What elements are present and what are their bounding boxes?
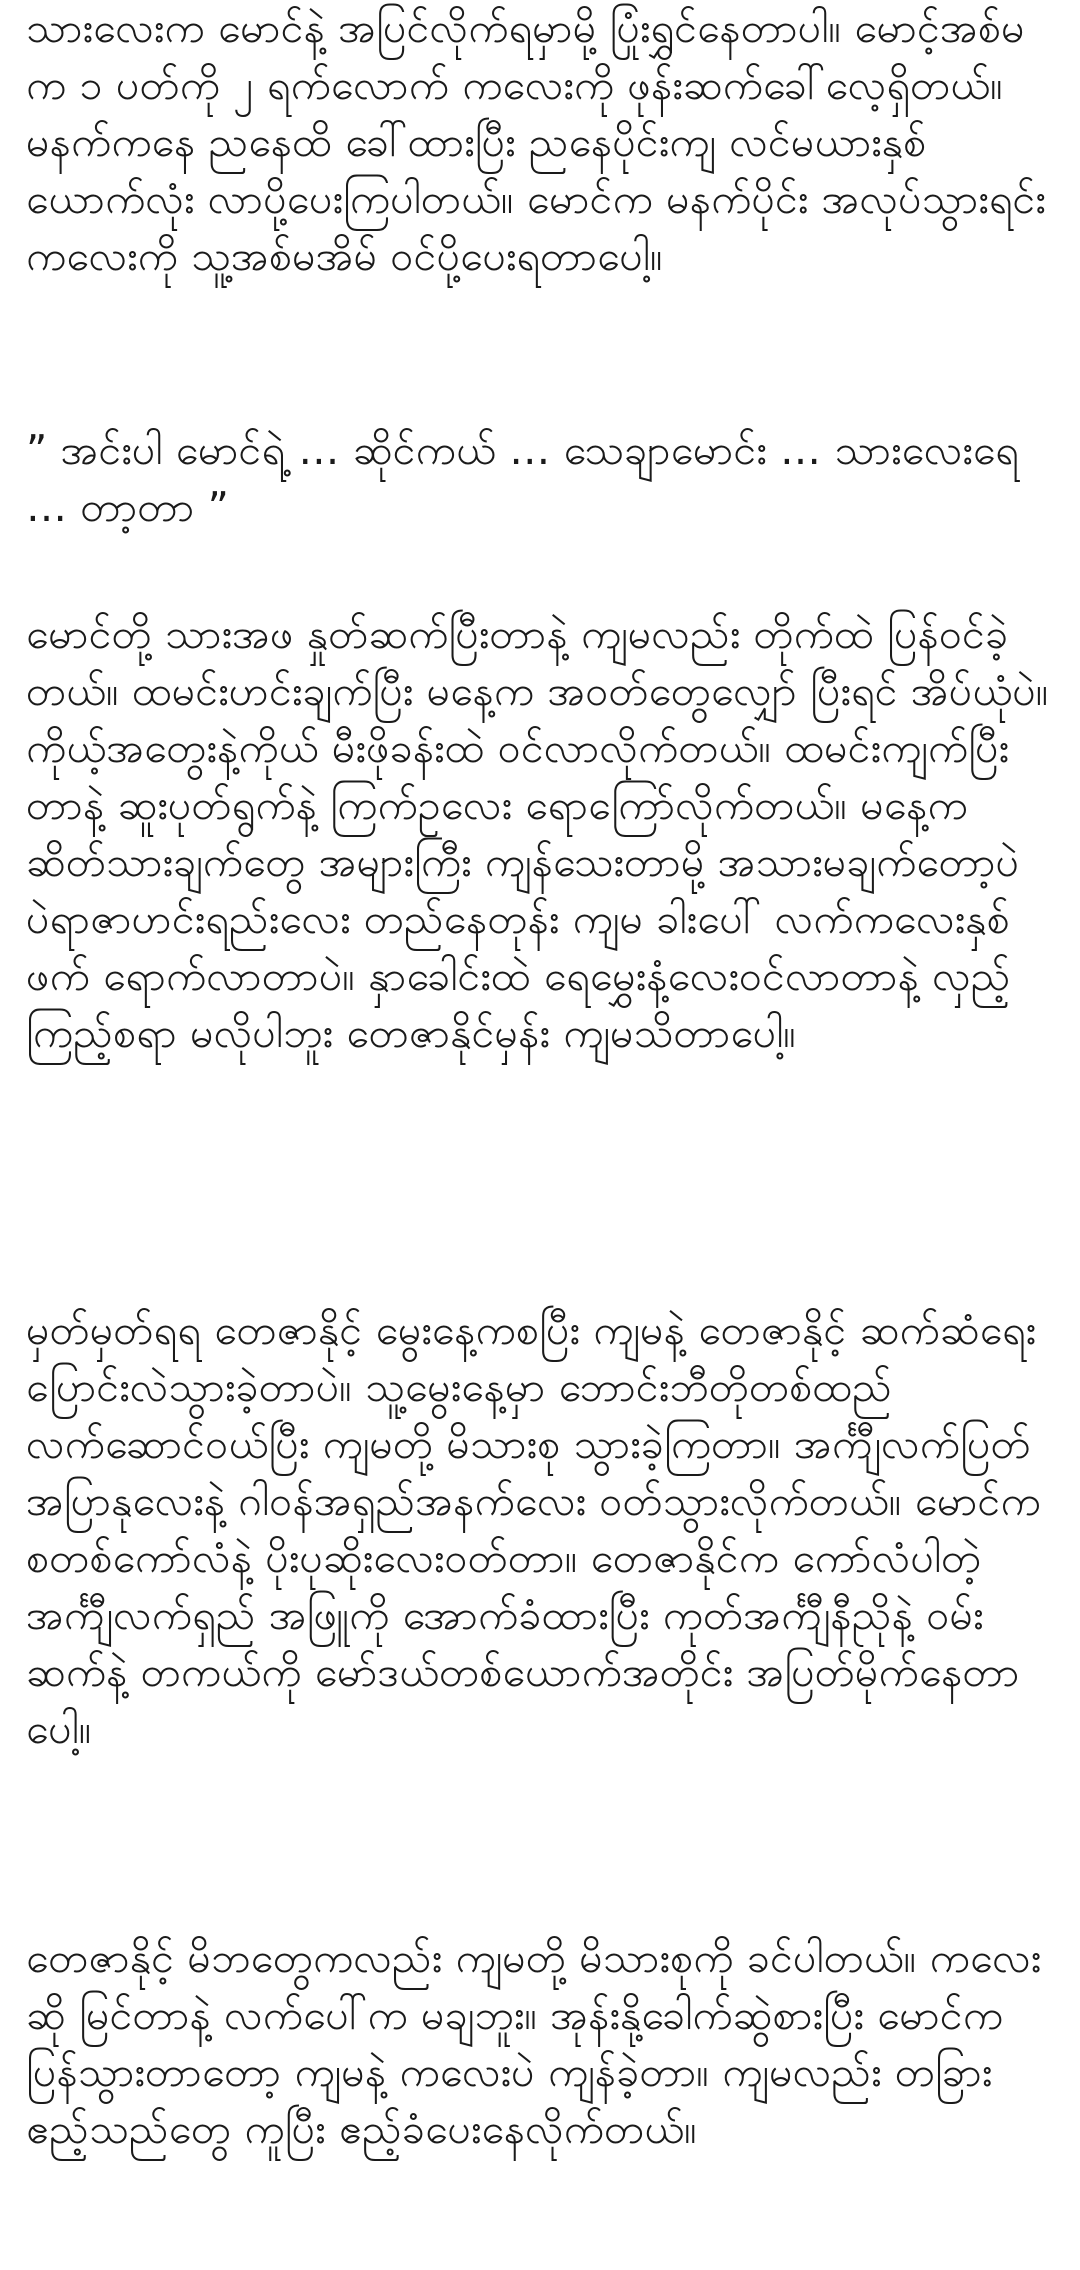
story-paragraph-4: မှတ်မှတ်ရရ တေဇာနိုင့် မွေးနေ့ကစပြီး ကျမနဲ့ တေဇာနိုင့် ဆက်ဆံရေး ပြောင်းလဲသွားခဲ့တာပဲ။ သူ့မွေးနေ့မှာ ဘောင်းဘီတိုတစ်ထည် လက်ဆောင်ဝယ်ပြီး ကျမတို့ မိသားစု သွားခဲ့ကြတာ။ အင်္ကျီလက်ပြတ်အပြာနုလေးနဲ့ ဂါဝန်အရှည်အနက်လေး ဝတ်သွားလိုက်တယ်။ မောင်က စတစ်ကော်လံနဲ့ ပိုးပုဆိုးလေးဝတ်တာ။ တေဇာနိုင်က ကော်လံပါတဲ့ အင်္ကျီလက်ရှည် အဖြူကို အောက်ခံထားပြီး ကုတ်အင်္ကျီနီညိုနဲ့ ဝမ်းဆက်နဲ့ တကယ်ကို မော်ဒယ်တစ်ယောက်အတိုင်း အပြတ်မိုက်နေတာပေါ့။	[26, 1306, 1041, 1753]
story-paragraph-1: သားလေးက မောင်နဲ့ အပြင်လိုက်ရမှာမို့ ပြုံးရွှင်နေတာပါ။ မောင့်အစ်မက ၁ ပတ်ကို ၂ ရက်လောက် ကလေးကို ဖုန်းဆက်ခေါ်လေ့ရှိတယ်။ မနက်ကနေ ညနေထိ ခေါ်ထားပြီး ညနေပိုင်းကျ လင်မယားနှစ်ယောက်လုံး လာပို့ပေးကြပါတယ်။ မောင်က မနက်ပိုင်း အလုပ်သွားရင်း ကလေးကို သူ့အစ်မအိမ် ဝင်ပို့ပေးရတာပေါ့။	[26, 4, 1046, 280]
story-paragraph-5: တေဇာနိုင့် မိဘတွေကလည်း ကျမတို့ မိသားစုကို ခင်ပါတယ်။ ကလေးဆို မြင်တာနဲ့ လက်ပေါ်က မချဘူး။ အုန်းနို့ခေါက်ဆွဲစားပြီး မောင်က ပြန်သွားတာတော့ ကျမနဲ့ ကလေးပဲ ကျန်ခဲ့တာ။ ကျမလည်း တခြားဧည့်သည်တွေ ကူပြီး ဧည့်ခံပေးနေလိုက်တယ်။	[26, 1934, 1042, 2153]
story-paragraph-2: ” အင်းပါ မောင်ရဲ့ … ဆိုင်ကယ် … သေချာမောင်း … သားလေးရေ … တာ့တာ ”	[26, 426, 1019, 531]
story-paragraph-3: မောင်တို့ သားအဖ နှုတ်ဆက်ပြီးတာနဲ့ ကျမလည်း တိုက်ထဲ ပြန်ဝင်ခဲ့တယ်။ ထမင်းဟင်းချက်ပြီး မနေ့က အဝတ်တွေလျှော် ပြီးရင် အိပ်ယုံပဲ။ ကိုယ့်အတွေးနဲ့ကိုယ် မီးဖိုခန်းထဲ ဝင်လာလိုက်တယ်။ ထမင်းကျက်ပြီးတာနဲ့ ဆူးပုတ်ရွက်နဲ့ ကြက်ဥလေး ရောကြော်လိုက်တယ်။ မနေ့က ဆိတ်သားချက်တွေ အများကြီး ကျန်သေးတာမို့ အသားမချက်တော့ပဲ ပဲရာဇာဟင်းရည်းလေး တည်နေတုန်း ကျမ ခါးပေါ် လက်ကလေးနှစ်ဖက် ရောက်လာတာပဲ။ နှာခေါင်းထဲ ရေမွှေးနံ့လေးဝင်လာတာနဲ့ လှည့်ကြည့်စရာ မလိုပါဘူး တေဇာနိုင်မှန်း ကျမသိတာပေါ့။	[26, 610, 1049, 1057]
